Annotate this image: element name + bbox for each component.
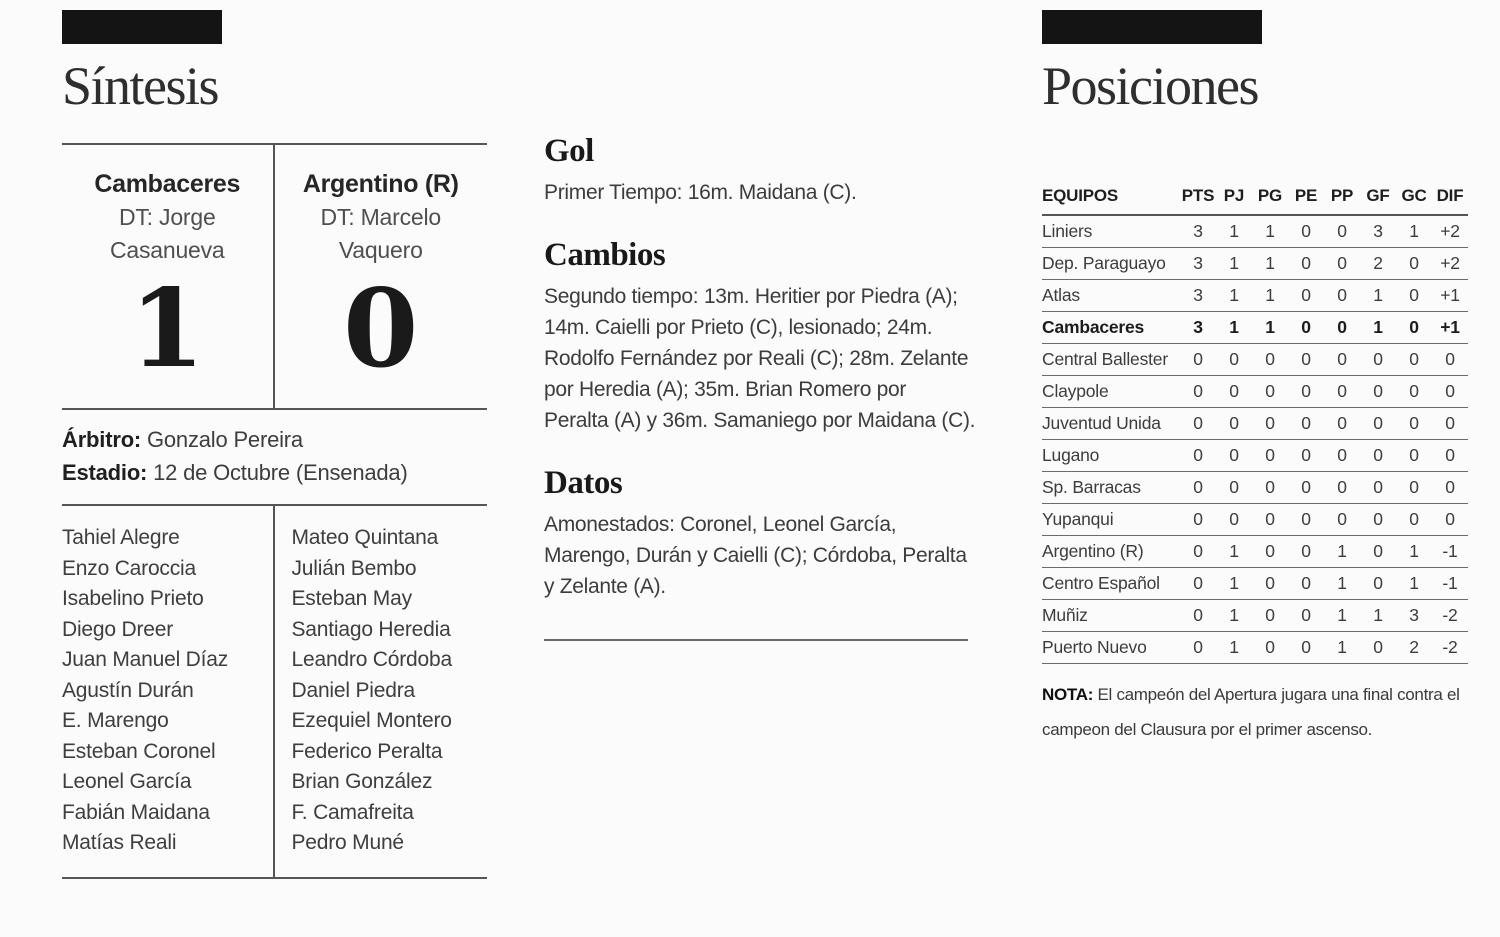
stat-cell: 0	[1252, 472, 1288, 504]
stat-cell: 0	[1180, 600, 1216, 632]
stat-cell: 3	[1360, 215, 1396, 248]
column-header-dif: DIF	[1432, 186, 1468, 215]
stat-cell: 0	[1216, 440, 1252, 472]
player-name: Daniel Piedra	[291, 678, 415, 702]
stat-cell: 1	[1216, 248, 1252, 280]
note-text: El campeón del Apertura jugara una final contra el campeon del Clausura por el primer ascenso.	[1042, 685, 1460, 739]
player-name: Pedro Muné	[291, 831, 404, 854]
stat-cell: 1	[1216, 280, 1252, 312]
player-name: F. Camafreita	[291, 800, 414, 824]
standings-table	[1042, 186, 1468, 664]
posiciones-section	[1042, 10, 1468, 747]
stat-cell: 0	[1216, 408, 1252, 440]
table-row	[1042, 600, 1468, 632]
column-header-pj: PJ	[1216, 186, 1252, 215]
stat-cell: 2	[1360, 248, 1396, 280]
stat-cell: 0	[1252, 536, 1288, 568]
stat-cell: 0	[1432, 504, 1468, 536]
stat-cell: 0	[1432, 440, 1468, 472]
stat-cell: 0	[1360, 472, 1396, 504]
home-team-cell	[62, 145, 275, 408]
stat-cell: 0	[1216, 376, 1252, 408]
stat-cell: 0	[1324, 408, 1360, 440]
table-row	[1042, 280, 1468, 312]
player-name: Leandro Córdoba	[291, 648, 452, 671]
stat-cell: 0	[1360, 504, 1396, 536]
stat-cell: 1	[1252, 280, 1288, 312]
stat-cell: 3	[1180, 215, 1216, 248]
stat-cell: 0	[1288, 472, 1324, 504]
table-row	[1042, 248, 1468, 280]
stat-cell: 1	[1252, 215, 1288, 248]
stat-cell: 0	[1360, 568, 1396, 600]
gol-text: Primer Tiempo: 16m. Maidana (C).	[544, 181, 857, 204]
column-header-pg: PG	[1252, 186, 1288, 215]
stat-cell: 0	[1180, 568, 1216, 600]
stat-cell: 0	[1324, 248, 1360, 280]
stat-cell: 0	[1288, 344, 1324, 376]
column-header-gc: GC	[1396, 186, 1432, 215]
datos-block	[544, 465, 976, 602]
stat-cell: 3	[1180, 280, 1216, 312]
team-name-cell: Argentino (R)	[1042, 536, 1180, 568]
stat-cell: 0	[1180, 440, 1216, 472]
stat-cell: 1	[1216, 632, 1252, 664]
stat-cell: 0	[1360, 344, 1396, 376]
stat-cell: -1	[1432, 536, 1468, 568]
stadium-line	[62, 456, 487, 489]
stat-cell: 0	[1396, 408, 1432, 440]
gol-block	[544, 133, 976, 208]
stat-cell: 1	[1396, 536, 1432, 568]
column-header-pp: PP	[1324, 186, 1360, 215]
datos-text: Amonestados: Coronel, Leonel García, Marengo, Durán y Caielli (C); Córdoba, Peralta y Zelante (A).	[544, 513, 967, 598]
cambios-block	[544, 237, 976, 436]
player-name: Juan Manuel Díaz	[62, 648, 229, 671]
stat-cell: 0	[1252, 568, 1288, 600]
stat-cell: 1	[1252, 248, 1288, 280]
stat-cell: 0	[1180, 472, 1216, 504]
stat-cell: 0	[1180, 632, 1216, 664]
stat-cell: 0	[1180, 504, 1216, 536]
team-name-cell: Claypole	[1042, 376, 1180, 408]
table-row	[1042, 504, 1468, 536]
table-row	[1042, 344, 1468, 376]
stat-cell: 0	[1396, 504, 1432, 536]
player-name: Federico Peralta	[291, 739, 443, 763]
team-name-cell: Muñiz	[1042, 600, 1180, 632]
stat-cell: 1	[1360, 600, 1396, 632]
stat-cell: -1	[1432, 568, 1468, 600]
stat-cell: 0	[1252, 344, 1288, 376]
stat-cell: 1	[1360, 280, 1396, 312]
stat-cell: 0	[1288, 504, 1324, 536]
note-label: NOTA:	[1042, 685, 1094, 704]
team-name-cell: Cambaceres	[1042, 312, 1180, 344]
player-name: Esteban May	[291, 587, 412, 610]
stat-cell: 1	[1216, 600, 1252, 632]
player-name: Leonel García	[62, 770, 192, 793]
standings-note	[1042, 677, 1468, 747]
match-officials	[62, 410, 487, 506]
stat-cell: 0	[1288, 600, 1324, 632]
stat-cell: 0	[1432, 376, 1468, 408]
team-name-cell: Puerto Nuevo	[1042, 632, 1180, 664]
player-name: Isabelino Prieto	[62, 587, 204, 610]
stat-cell: 0	[1180, 536, 1216, 568]
sintesis-section	[62, 10, 487, 879]
stat-cell: 0	[1288, 568, 1324, 600]
table-row	[1042, 215, 1468, 248]
section-marker-bar	[62, 10, 222, 44]
column-header-pts: PTS	[1180, 186, 1216, 215]
player-name: Julián Bembo	[291, 556, 417, 580]
stat-cell: 0	[1288, 376, 1324, 408]
stat-cell: 1	[1360, 312, 1396, 344]
stat-cell: 0	[1324, 376, 1360, 408]
stat-cell: 1	[1216, 568, 1252, 600]
player-name: Agustín Durán	[62, 678, 194, 702]
stat-cell: 1	[1324, 632, 1360, 664]
stat-cell: 0	[1396, 248, 1432, 280]
stat-cell: 0	[1432, 344, 1468, 376]
stat-cell: 1	[1324, 568, 1360, 600]
home-team-name: Cambaceres	[94, 170, 241, 198]
player-name: Mateo Quintana	[291, 526, 439, 549]
player-name: Fabián Maidana	[62, 800, 210, 824]
home-team-coach: DT: Jorge Casanueva	[109, 204, 225, 263]
team-name-cell: Juventud Unida	[1042, 408, 1180, 440]
player-name: Esteban Coronel	[62, 739, 216, 763]
player-name: Matías Reali	[62, 831, 177, 854]
table-row	[1042, 568, 1468, 600]
stat-cell: 1	[1396, 215, 1432, 248]
standings-header-row	[1042, 186, 1468, 215]
table-row	[1042, 536, 1468, 568]
stat-cell: +2	[1432, 215, 1468, 248]
away-player-list	[275, 506, 488, 877]
stat-cell: 0	[1324, 344, 1360, 376]
lineups-row	[62, 506, 487, 879]
stat-cell: 0	[1324, 312, 1360, 344]
table-row	[1042, 440, 1468, 472]
stat-cell: 3	[1396, 600, 1432, 632]
stat-cell: 1	[1216, 312, 1252, 344]
stat-cell: 0	[1288, 215, 1324, 248]
team-name-cell: Centro Español	[1042, 568, 1180, 600]
stat-cell: 0	[1396, 440, 1432, 472]
stat-cell: 0	[1396, 280, 1432, 312]
away-team-name: Argentino (R)	[302, 170, 459, 198]
cambios-heading: Cambios	[544, 237, 666, 273]
stat-cell: 0	[1288, 536, 1324, 568]
stat-cell: 0	[1432, 472, 1468, 504]
stat-cell: 1	[1252, 312, 1288, 344]
standings-body	[1042, 215, 1468, 664]
away-team-score: 0	[343, 266, 419, 392]
stat-cell: 0	[1252, 600, 1288, 632]
stat-cell: 1	[1216, 215, 1252, 248]
player-name: E. Marengo	[62, 709, 169, 732]
match-report-section	[544, 133, 976, 641]
away-team-cell	[275, 145, 488, 408]
referee-line	[62, 423, 487, 456]
stat-cell: 1	[1324, 600, 1360, 632]
stat-cell: 0	[1324, 280, 1360, 312]
stat-cell: 0	[1252, 440, 1288, 472]
stat-cell: 0	[1396, 344, 1432, 376]
stat-cell: 1	[1324, 536, 1360, 568]
stat-cell: 0	[1288, 248, 1324, 280]
stat-cell: 0	[1360, 376, 1396, 408]
home-team-score: 1	[129, 266, 205, 392]
stat-cell: 0	[1216, 472, 1252, 504]
stat-cell: +2	[1432, 248, 1468, 280]
column-header-pe: PE	[1288, 186, 1324, 215]
stat-cell: 0	[1396, 472, 1432, 504]
stat-cell: 3	[1180, 312, 1216, 344]
player-name: Enzo Caroccia	[62, 556, 196, 580]
team-name-cell: Atlas	[1042, 280, 1180, 312]
team-name-cell: Liniers	[1042, 215, 1180, 248]
stat-cell: 0	[1396, 376, 1432, 408]
away-team-coach: DT: Marcelo Vaquero	[320, 204, 441, 263]
referee-label: Árbitro:	[62, 427, 142, 452]
table-row	[1042, 312, 1468, 344]
team-name-cell: Dep. Paraguayo	[1042, 248, 1180, 280]
stat-cell: 0	[1360, 440, 1396, 472]
datos-heading: Datos	[544, 465, 623, 501]
stat-cell: 0	[1324, 215, 1360, 248]
stat-cell: 0	[1432, 408, 1468, 440]
stat-cell: 0	[1360, 632, 1396, 664]
stat-cell: +1	[1432, 312, 1468, 344]
cambios-text: Segundo tiempo: 13m. Heritier por Piedra (A); 14m. Caielli por Prieto (C), lesionado; 24m. Rodolfo Fernández por Reali (C); 28m. Zelante por Heredia (A); 35m. Brian Romero por Peralta (A) y 36m. Samaniego por Maidana (C).	[544, 285, 976, 432]
stat-cell: 0	[1360, 536, 1396, 568]
stat-cell: 0	[1252, 632, 1288, 664]
column-header-equipos: EQUIPOS	[1042, 186, 1180, 215]
stat-cell: 0	[1288, 440, 1324, 472]
player-name: Ezequiel Montero	[291, 709, 452, 732]
team-name-cell: Sp. Barracas	[1042, 472, 1180, 504]
stat-cell: 0	[1396, 312, 1432, 344]
stat-cell: 0	[1180, 376, 1216, 408]
stat-cell: 0	[1288, 312, 1324, 344]
stat-cell: 0	[1180, 408, 1216, 440]
stat-cell: 0	[1216, 504, 1252, 536]
stat-cell: 0	[1216, 344, 1252, 376]
stat-cell: 0	[1324, 440, 1360, 472]
stat-cell: 0	[1288, 632, 1324, 664]
column-header-gf: GF	[1360, 186, 1396, 215]
team-name-cell: Yupanqui	[1042, 504, 1180, 536]
team-name-cell: Central Ballester	[1042, 344, 1180, 376]
teams-row	[62, 145, 487, 410]
table-row	[1042, 376, 1468, 408]
player-name: Diego Dreer	[62, 617, 174, 641]
stat-cell: 1	[1396, 568, 1432, 600]
stadium-name: 12 de Octubre (Ensenada)	[153, 460, 408, 485]
stat-cell: +1	[1432, 280, 1468, 312]
stat-cell: 0	[1180, 344, 1216, 376]
stat-cell: 0	[1360, 408, 1396, 440]
match-summary-card	[62, 143, 487, 879]
stadium-label: Estadio:	[62, 460, 148, 485]
stat-cell: 0	[1324, 472, 1360, 504]
player-name: Brian González	[291, 770, 433, 793]
stat-cell: 0	[1288, 408, 1324, 440]
referee-name: Gonzalo Pereira	[146, 427, 303, 452]
stat-cell: 0	[1288, 280, 1324, 312]
home-player-list	[62, 506, 275, 877]
section-end-rule	[544, 639, 968, 641]
stat-cell: 0	[1252, 504, 1288, 536]
stat-cell: 0	[1324, 504, 1360, 536]
stat-cell: 3	[1180, 248, 1216, 280]
stat-cell: -2	[1432, 600, 1468, 632]
stat-cell: 0	[1252, 376, 1288, 408]
table-row	[1042, 472, 1468, 504]
sintesis-title: Síntesis	[62, 56, 219, 116]
player-name: Santiago Heredia	[291, 617, 451, 641]
stat-cell: 2	[1396, 632, 1432, 664]
section-marker-bar	[1042, 10, 1262, 44]
posiciones-title: Posiciones	[1042, 56, 1259, 116]
gol-heading: Gol	[544, 133, 594, 169]
table-row	[1042, 408, 1468, 440]
stat-cell: 1	[1216, 536, 1252, 568]
team-name-cell: Lugano	[1042, 440, 1180, 472]
table-row	[1042, 632, 1468, 664]
player-name: Tahiel Alegre	[62, 526, 180, 549]
stat-cell: -2	[1432, 632, 1468, 664]
stat-cell: 0	[1252, 408, 1288, 440]
